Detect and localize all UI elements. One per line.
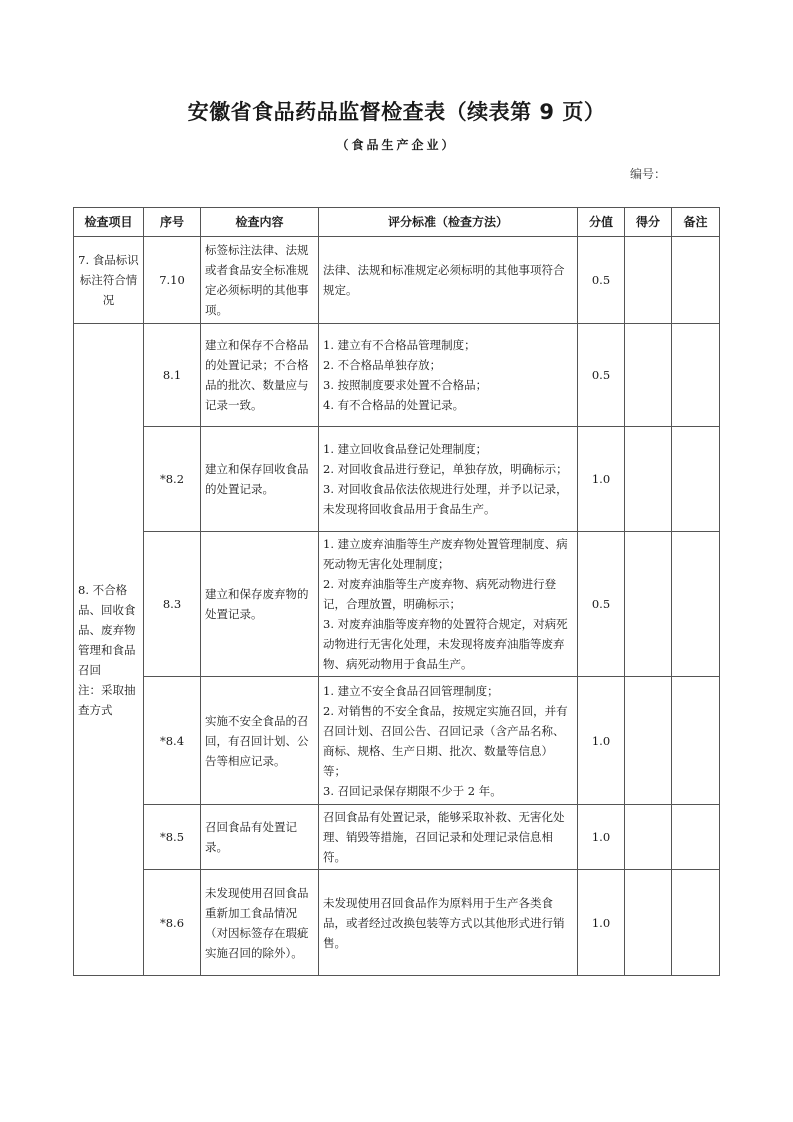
item-content: 未发现使用召回食品重新加工食品情况（对因标签存在瑕疵实施召回的除外）。 <box>201 870 319 976</box>
item-number: 8.1 <box>144 324 201 427</box>
header-number: 序号 <box>144 208 201 237</box>
item-content: 建立和保存不合格品的处置记录；不合格品的批次、数量应与记录一致。 <box>201 324 319 427</box>
criteria-line: 1. 建立回收食品登记处理制度； <box>323 442 488 456</box>
item-criteria <box>319 677 578 805</box>
criteria-line: 1. 建立不安全食品召回管理制度； <box>323 683 499 698</box>
document-subtitle: （食品生产企业） <box>336 138 457 152</box>
item-number: *8.2 <box>144 427 201 532</box>
inspection-table <box>73 207 720 976</box>
item-score: 1.0 <box>578 677 625 805</box>
criteria-line: 2. 不合格品单独存放； <box>323 358 442 372</box>
header-content: 检查内容 <box>201 208 319 237</box>
item-score: 1.0 <box>578 805 625 870</box>
header-category: 检查项目 <box>74 208 144 237</box>
criteria-line: 法律、法规和标准规定必须标明的其他事项符合规定。 <box>323 263 565 297</box>
item-obtained-score-input[interactable] <box>625 532 672 677</box>
item-criteria <box>319 237 578 324</box>
criteria-line: 未发现使用召回食品作为原料用于生产各类食品，或者经过改换包装等方式以其他形式进行销售。 <box>323 895 565 950</box>
item-criteria <box>319 870 578 976</box>
item-remarks-input[interactable] <box>672 532 720 677</box>
table-row <box>74 427 720 532</box>
item-number: *8.4 <box>144 677 201 805</box>
item-number: *8.6 <box>144 870 201 976</box>
category-cell: 8. 不合格品、回收食品、废弃物管理和食品召回 注：采取抽查方式 <box>74 324 144 976</box>
header-criteria: 评分标准（检查方法） <box>319 208 578 237</box>
item-remarks-input[interactable] <box>672 805 720 870</box>
item-score: 0.5 <box>578 324 625 427</box>
item-criteria <box>319 324 578 427</box>
item-score: 1.0 <box>578 427 625 532</box>
table-body <box>74 237 720 976</box>
item-remarks-input[interactable] <box>672 677 720 805</box>
item-criteria <box>319 532 578 677</box>
table-row <box>74 237 720 324</box>
item-score: 1.0 <box>578 870 625 976</box>
table-row <box>74 677 720 805</box>
item-score: 0.5 <box>578 532 625 677</box>
table-row <box>74 532 720 677</box>
criteria-line: 4. 有不合格品的处置记录。 <box>323 398 465 412</box>
item-content: 实施不安全食品的召回，有召回计划、公告等相应记录。 <box>201 677 319 805</box>
item-obtained-score-input[interactable] <box>625 805 672 870</box>
header-obtained: 得分 <box>625 208 672 237</box>
criteria-line: 2. 对回收食品进行登记，单独存放，明确标示； <box>323 462 568 476</box>
criteria-line: 1. 建立有不合格品管理制度； <box>323 338 476 352</box>
header-remarks: 备注 <box>672 208 720 237</box>
item-criteria <box>319 427 578 532</box>
item-obtained-score-input[interactable] <box>625 870 672 976</box>
criteria-line: 2. 对销售的不安全食品，按规定实施召回，并有召回计划、召回公告、召回记录（含产品名称、商标、规格、生产日期、批次、数量等信息）等； <box>323 703 568 778</box>
item-content: 标签标注法律、法规或者食品安全标准规定必须标明的其他事项。 <box>201 237 319 324</box>
item-remarks-input[interactable] <box>672 237 720 324</box>
item-remarks-input[interactable] <box>672 427 720 532</box>
table-row <box>74 805 720 870</box>
item-obtained-score-input[interactable] <box>625 427 672 532</box>
item-number: 8.3 <box>144 532 201 677</box>
criteria-line: 3. 对废弃油脂等废弃物的处置符合规定，对病死动物进行无害化处理，未发现将废弃油脂等废弃物、病死动物用于食品生产。 <box>323 617 568 671</box>
item-score: 0.5 <box>578 237 625 324</box>
item-content: 召回食品有处置记录。 <box>201 805 319 870</box>
item-obtained-score-input[interactable] <box>625 324 672 427</box>
item-remarks-input[interactable] <box>672 324 720 427</box>
serial-number-label: 编号： <box>630 167 667 181</box>
criteria-line: 1. 建立废弃油脂等生产废弃物处置管理制度、病死动物无害化处理制度； <box>323 537 568 571</box>
criteria-line: 2. 对废弃油脂等生产废弃物、病死动物进行登记，合理放置，明确标示； <box>323 577 557 611</box>
table-row <box>74 324 720 427</box>
category-cell: 7. 食品标识标注符合情况 <box>74 237 144 324</box>
item-obtained-score-input[interactable] <box>625 237 672 324</box>
criteria-line: 召回食品有处置记录，能够采取补救、无害化处理、销毁等措施，召回记录和处理记录信息相符。 <box>323 810 565 864</box>
item-criteria <box>319 805 578 870</box>
item-content: 建立和保存回收食品的处置记录。 <box>201 427 319 532</box>
item-number: *8.5 <box>144 805 201 870</box>
table-row <box>74 870 720 976</box>
criteria-line: 3. 按照制度要求处置不合格品； <box>323 378 488 392</box>
header-score: 分值 <box>578 208 625 237</box>
document-title: 安徽省食品药品监督检查表（续表第 9 页） <box>187 100 606 124</box>
item-remarks-input[interactable] <box>672 870 720 976</box>
item-number: 7.10 <box>144 237 201 324</box>
item-obtained-score-input[interactable] <box>625 677 672 805</box>
table-header-row <box>74 208 720 237</box>
criteria-line: 3. 召回记录保存期限不少于 2 年。 <box>323 783 502 798</box>
item-content: 建立和保存废弃物的处置记录。 <box>201 532 319 677</box>
criteria-line: 3. 对回收食品依法依规进行处理，并予以记录，未发现将回收食品用于食品生产。 <box>323 482 568 516</box>
